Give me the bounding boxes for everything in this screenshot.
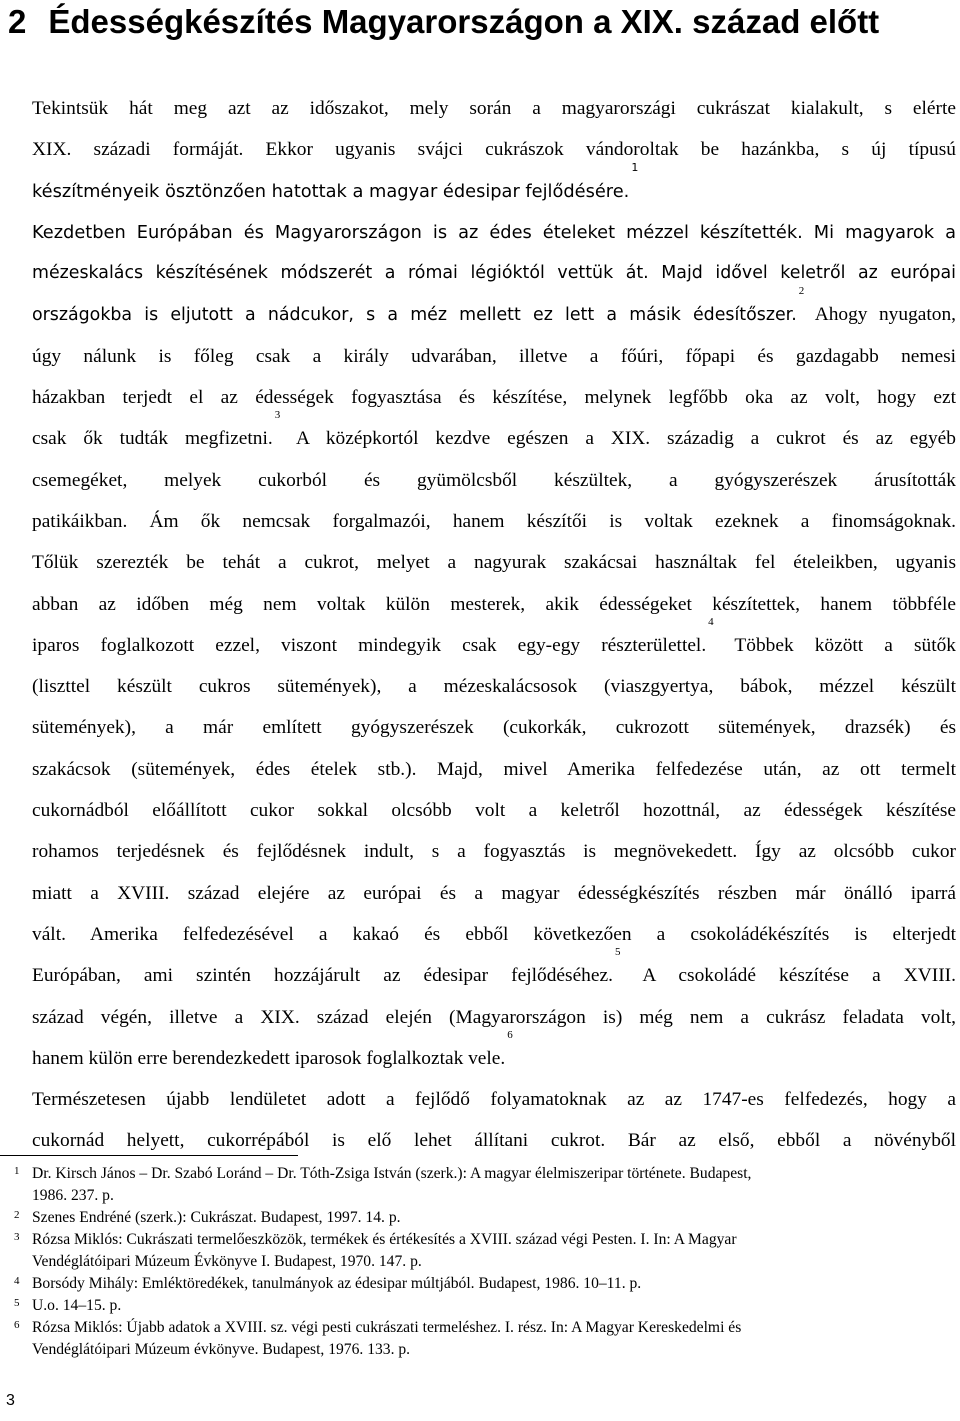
text-line: Európában, ami szintén hozzájárult az édesipar fejlődéséhez.$^5$ A csokoládé készítése a XVIII.	[32, 946, 956, 987]
footnote-ref[interactable]: 3	[274, 409, 281, 422]
text-line: Tőlük szerezték be tehát a cukrot, melyet a nagyurak szakácsai használtak fel ételeikben, ugyanis	[32, 552, 956, 574]
chapter-number: 2	[8, 3, 27, 40]
footnote-text: Szenes Endréné (szerk.): Cukrászat. Budapest, 1997. 14. p.	[32, 1209, 401, 1226]
footnote-ref[interactable]: 1	[631, 160, 639, 174]
footnote-number: 6	[14, 1319, 20, 1331]
text-line: készítményeik ösztönzően hatottak a magyar édesipar fejlődésére.$^1$	[32, 160, 639, 202]
text-line: (liszttel készült cukros sütemények), a mézeskalácsosok (viaszgyertya, bábok, mézzel készült	[32, 676, 956, 698]
footnote-text-continued: Vendéglátóipari Múzeum Évkönyve I. Budapest, 1970. 147. p.	[32, 1253, 422, 1270]
page-number: 3	[6, 1392, 15, 1409]
footnote-text-continued: Vendéglátóipari Múzeum évkönyve. Budapest, 1976. 133. p.	[32, 1341, 411, 1358]
text-line: országokba is eljutott a nádcukor, s a méz mellett ez lett a másik édesítőszer.$^2$ Ahogy nyugaton,	[32, 285, 956, 326]
footnote-text: Rózsa Miklós: Újabb adatok a XVIII. sz. végi pesti cukrászati termeléshez. I. rész. In: A Magyar Kereskedelmi és	[32, 1319, 742, 1336]
text-line: miatt a XVIII. század elejére az európai és a magyar édességkészítés részben már önálló iparrá	[32, 882, 956, 904]
text-line: csemegéket, melyek cukorból és gyümölcsből készültek, a gyógyszerészek árusították	[32, 469, 956, 491]
chapter-title: Édességkészítés Magyarországon a XIX. század előtt	[48, 3, 880, 40]
footnote-number: 5	[14, 1297, 20, 1309]
text-line: cukornádból előállított cukor sokkal olcsóbb volt a keletről hozottnál, az édességek készítése	[32, 800, 956, 822]
text-line: iparos foglalkozott ezzel, viszont mindegyik csak egy-egy részterülettel.$^4$ Többek között a sütők	[32, 615, 956, 656]
text-line: század végén, illetve a XIX. század elején (Magyarországon is) még nem a cukrász feladata volt,	[32, 1006, 956, 1028]
text-line: úgy nálunk is főleg csak a király udvarában, illetve a főúri, főpapi és gazdagabb nemesi	[32, 345, 956, 367]
text-line: hanem külön erre berendezkedett iparosok foglalkoztak vele.$^6$	[32, 1028, 513, 1069]
text-line: házakban terjedt el az édességek fogyasztása és készítése, melynek legfőbb oka az volt, hogy ezt	[32, 387, 956, 409]
footnote-item	[0, 1317, 956, 1361]
text-line: csak ők tudták megfizetni.$^3$ A középkortól kezdve egészen a XIX. századig a cukrot és az egyéb	[32, 409, 956, 450]
text-line: abban az időben még nem voltak külön mesterek, akik édességeket készítettek, hanem többféle	[32, 593, 956, 615]
text-line: Természetesen újabb lendületet adott a fejlődő folyamatoknak az az 1747-es felfedezés, hogy a	[32, 1089, 956, 1111]
footnote-item	[0, 1295, 956, 1317]
footnote-ref[interactable]: 4	[708, 615, 714, 628]
footnote-text: Rózsa Miklós: Cukrászati termelőeszközök, termékek és értékesítés a XVIII. század végi Pesten. I. In: A Magyar	[32, 1231, 737, 1248]
text-line: patikáikban. Ám ők nemcsak forgalmazói, hanem készítői is voltak ezeknek a finomságoknak.	[32, 510, 956, 532]
footnote-item	[0, 1229, 956, 1273]
text-line: szakácsok (sütemények, édes ételek stb.). Majd, mivel Amerika felfedezése után, az ott termelt	[32, 758, 956, 780]
footnote-number: 3	[14, 1231, 20, 1243]
footnote-separator	[0, 1155, 298, 1156]
text-line: cukornád helyett, cukorrépából is elő lehet állítani cukrot. Bár az első, ebből a növényből	[32, 1130, 956, 1152]
footnote-number: 4	[14, 1275, 20, 1287]
chapter-heading	[8, 2, 879, 42]
footnote-item	[0, 1207, 956, 1229]
footnote-number: 2	[14, 1209, 20, 1221]
footnote-item	[0, 1273, 956, 1295]
text-line: Kezdetben Európában és Magyarországon is az édes ételeket mézzel készítették. Mi magyarok a	[32, 221, 956, 243]
footnote-ref[interactable]: 6	[507, 1028, 513, 1041]
footnote-text: U.o. 14–15. p.	[32, 1297, 122, 1314]
footnote-item	[0, 1163, 956, 1207]
text-line: sütemények), a már említett gyógyszerészek (cukorkák, cukrozott sütemények, drazsék) és	[32, 717, 956, 739]
footnote-text: Dr. Kirsch János – Dr. Szabó Loránd – Dr. Tóth-Zsiga István (szerk.): A magyar élelmiszeripar története. Budapest,	[32, 1165, 752, 1182]
footnotes	[0, 1163, 956, 1361]
footnote-ref[interactable]: 2	[798, 285, 805, 298]
text-line: XIX. századi formáját. Ekkor ugyanis svájci cukrászok vándoroltak be hazánkba, s új típusú	[32, 139, 956, 161]
footnote-text-continued: 1986. 237. p.	[32, 1187, 114, 1204]
text-line: vált. Amerika felfedezésével a kakaó és ebből következően a csokoládékészítés is elterjedt	[32, 923, 956, 945]
main-paragraph	[32, 88, 956, 1162]
text-line: Tekintsük hát meg azt az időszakot, mely során a magyarországi cukrászat kialakult, s elérte	[32, 98, 956, 119]
footnote-ref[interactable]: 5	[614, 946, 621, 959]
footnote-number: 1	[14, 1165, 20, 1177]
text-line: mézeskalács készítésének módszerét a római légióktól vettük át. Majd idővel keletről az európai	[32, 263, 956, 284]
footnote-text: Borsódy Mihály: Emléktöredékek, tanulmányok az édesipar múltjából. Budapest, 1986. 10–11. p.	[32, 1275, 642, 1292]
text-line: rohamos terjedésnek és fejlődésnek indult, s a fogyasztás is megnövekedett. Így az olcsóbb cukor	[32, 841, 956, 863]
